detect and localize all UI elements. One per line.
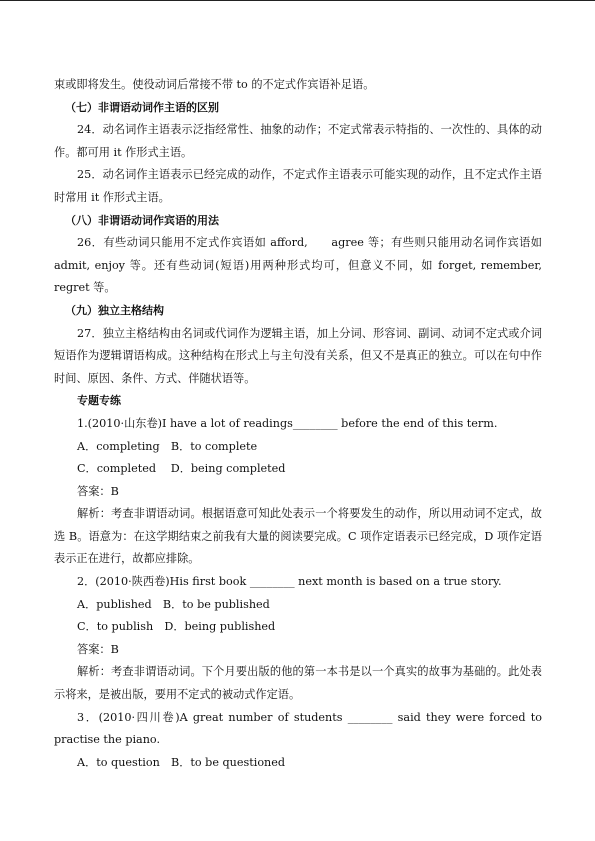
question-3-options-ab: A．to question B．to be questioned [77, 755, 286, 769]
rule-25: 25．动名词作主语表示已经完成的动作，不定式作主语表示可能实现的动作，且不定式作主语时常用 it 作形式主语。 [54, 168, 542, 204]
header-rule [0, 0, 595, 1]
question-1-options-cd: C．completed D．being completed [77, 462, 286, 476]
text-line: 束或即将发生。使役动词后常接不带 to 的不定式作宾语补足语。 [54, 78, 375, 91]
question-2-options-ab: A．published B．to be published [77, 597, 270, 611]
question-1-answer: 答案：B [77, 484, 119, 498]
exercise-heading: 专题专练 [77, 394, 121, 408]
question-2: 2．(2010·陕西卷)His first book ________ next month is based on a true story. [77, 575, 502, 589]
question-1-explanation: 解析：考查非谓语动词。根据语意可知此处表示一个将要发生的动作，所以用动词不定式，故选 B。语意为：在这学期结束之前我有大量的阅读要完成。C 项作定语表示已经完成，D 项作定语表示正在进行，故都应排除。 [54, 507, 542, 566]
question-2-options-cd: C．to publish D．being published [77, 620, 276, 634]
section-heading-8: （八）非谓语动词作宾语的用法 [65, 213, 219, 227]
question-2-explanation: 解析：考查非谓语动词。下个月要出版的他的第一本书是以一个真实的故事为基础的。此处表示将来，是被出版，要用不定式的被动式作定语。 [54, 665, 542, 702]
question-1-options-ab: A．completing B．to complete [77, 439, 258, 453]
question-3: 3．(2010·四川卷)A great number of students ________ said they were forced to practise the piano. [54, 710, 546, 747]
question-1: 1.(2010·山东卷)I have a lot of readings________ before the end of this term. [77, 416, 498, 430]
rule-24: 24．动名词作主语表示泛指经常性、抽象的动作；不定式常表示特指的、一次性的、具体的动作。都可用 it 作形式主语。 [54, 123, 542, 159]
question-2-answer: 答案：B [77, 642, 119, 656]
rule-26: 26．有些动词只能用不定式作宾语如 afford, agree 等；有些则只能用动名词作宾语如 admit, enjoy 等。还有些动词(短语)用两种形式均可，但意义不同，如 forget, remember, regret 等。 [54, 236, 546, 295]
rule-27: 27．独立主格结构由名词或代词作为逻辑主语，加上分词、形容词、副词、动词不定式或介词短语作为逻辑谓语构成。这种结构在形式上与主句没有关系，但又不是真正的独立。可以在句中作时间、原因、条件、方式、伴随状语等。 [54, 326, 542, 385]
section-heading-7: （七）非谓语动词作主语的区别 [65, 100, 219, 114]
document-body [54, 74, 546, 774]
section-heading-9: （九）独立主格结构 [65, 303, 164, 317]
